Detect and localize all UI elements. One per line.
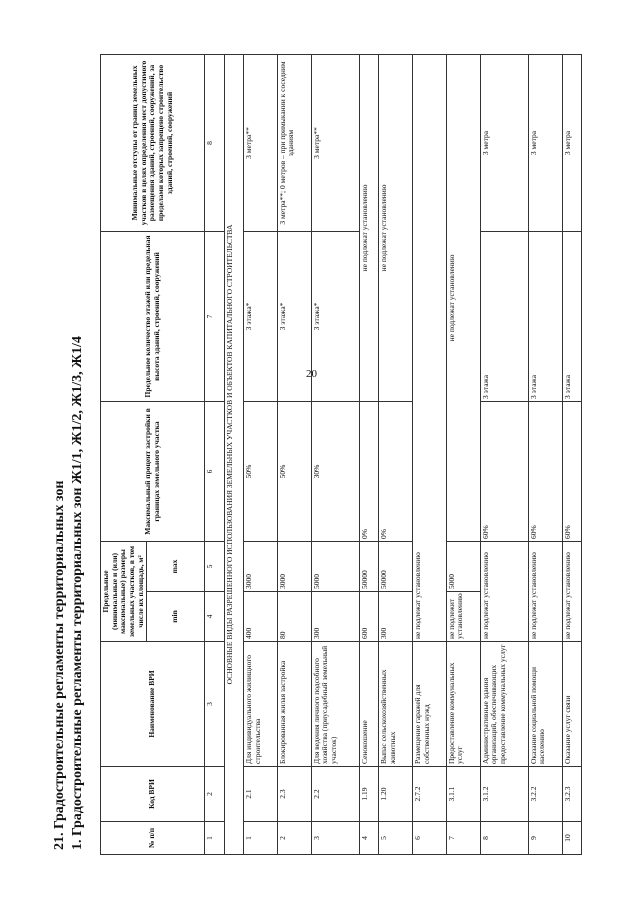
cell-floors: 3 этажа*	[277, 231, 311, 401]
document-heading: 21. Градостроительные регламенты территориальных зон	[52, 480, 67, 850]
table-row	[446, 54, 480, 854]
column-number: 5	[205, 541, 224, 591]
cell-code: 3.1.1	[446, 767, 480, 822]
header-floors: Предельное количество этажей или предельная высота зданий, строений, сооружений	[101, 231, 205, 401]
cell-percent: 50%	[277, 401, 311, 541]
cell-name: Предоставление коммунальных услуг	[446, 642, 480, 767]
document-subheading: 1. Градостроительные регламенты территориальных зон Ж1/1, Ж1/2, Ж1/3, Ж1/4	[70, 336, 85, 850]
page-number: 20	[306, 368, 317, 380]
cell-no: 3	[311, 822, 359, 855]
cell-max: 3000	[277, 541, 311, 591]
cell-no: 4	[359, 822, 378, 855]
regulations-table	[100, 55, 582, 855]
cell-code: 1.19	[359, 767, 378, 822]
header-size-group: Предельные (минимальные и (или) максимальные) размеры земельных участков, в том числе их площадь, м²	[101, 541, 147, 641]
cell-name: Размещение гаражей для собственных нужд	[412, 642, 446, 767]
cell-max: 3000	[243, 541, 277, 591]
cell-min: 300	[379, 592, 413, 642]
cell-percent: 60%	[562, 401, 581, 541]
cell-setback: 3 метра	[528, 54, 562, 231]
header-min: min	[147, 592, 205, 642]
table-row	[480, 54, 528, 854]
cell-setback: 3 метра**	[243, 54, 277, 231]
cell-percent: 0%	[359, 401, 378, 541]
column-number: 1	[205, 822, 224, 855]
header-percent: Максимальный процент застройки в границах земельного участка	[101, 401, 205, 541]
cell-setback: 3 метра	[480, 54, 528, 231]
cell-floors-setback: не подлежат установлению	[379, 54, 413, 401]
cell-code: 1.20	[379, 767, 413, 822]
cell-name: Для ведения личного подсобного хозяйства (приусадебный земельный участок)	[311, 642, 359, 767]
cell-setback: 3 метра	[562, 54, 581, 231]
cell-no: 5	[379, 822, 413, 855]
header-setback: Минимальные отступы от границ земельных участков в целях определения мест допустимого размещения зданий, строений, сооружений, за пределами которых запрещено строительство зданий, строений, сооружений	[101, 54, 205, 231]
table-row	[243, 54, 277, 854]
cell-max: 50000	[379, 541, 413, 591]
cell-max: 50000	[359, 541, 378, 591]
column-number: 3	[205, 642, 224, 767]
table-row	[379, 54, 413, 854]
header-no: № п/п	[101, 822, 205, 855]
cell-setback: 3 метра**	[311, 54, 359, 231]
cell-no: 1	[243, 822, 277, 855]
rotated-document	[50, 55, 590, 855]
column-number: 7	[205, 231, 224, 401]
column-number: 4	[205, 592, 224, 642]
cell-no: 7	[446, 822, 480, 855]
cell-code: 2.3	[277, 767, 311, 822]
cell-min: 600	[359, 592, 378, 642]
cell-merged: не подлежат установлению	[412, 54, 446, 641]
column-number: 6	[205, 401, 224, 541]
header-name: Наименование ВРИ	[101, 642, 205, 767]
cell-code: 3.2.3	[562, 767, 581, 822]
cell-min: 300	[311, 592, 359, 642]
cell-merged: не подлежат установлению	[446, 54, 480, 541]
cell-floors-setback: не подлежат установлению	[359, 54, 378, 401]
cell-name: Сенокошение	[359, 642, 378, 767]
cell-percent: 0%	[379, 401, 413, 541]
cell-percent: 60%	[528, 401, 562, 541]
column-number-row	[205, 54, 224, 854]
cell-no: 2	[277, 822, 311, 855]
cell-code: 2.1	[243, 767, 277, 822]
table-row	[562, 54, 581, 854]
cell-size: не подлежат установлению	[480, 541, 528, 641]
cell-min: 400	[243, 592, 277, 642]
cell-min: не подлежит установлению	[446, 592, 480, 642]
cell-setback: 3 метра**; 0 метров – при примыкании к соседним зданиям	[277, 54, 311, 231]
cell-min: 80	[277, 592, 311, 642]
cell-size: не подлежат установлению	[528, 541, 562, 641]
table-row	[277, 54, 311, 854]
cell-name: Оказание социальной помощи населению	[528, 642, 562, 767]
cell-name: Административные здания организаций, обеспечивающих предоставление коммунальных услуг	[480, 642, 528, 767]
cell-code: 2.7.2	[412, 767, 446, 822]
cell-percent: 60%	[480, 401, 528, 541]
cell-max: 5000	[446, 541, 480, 591]
cell-no: 8	[480, 822, 528, 855]
cell-name: Оказание услуг связи	[562, 642, 581, 767]
cell-no: 10	[562, 822, 581, 855]
cell-size: не подлежат установлению	[562, 541, 581, 641]
cell-floors: 3 этажа*	[311, 231, 359, 401]
table-row	[311, 54, 359, 854]
cell-floors: 3 этажа*	[243, 231, 277, 401]
table-row	[412, 54, 446, 854]
cell-floors: 3 этажа	[562, 231, 581, 401]
cell-code: 3.1.2	[480, 767, 528, 822]
cell-max: 5000	[311, 541, 359, 591]
cell-no: 9	[528, 822, 562, 855]
header-code: Код ВРИ	[101, 767, 205, 822]
cell-percent: 30%	[311, 401, 359, 541]
cell-floors: 3 этажа	[528, 231, 562, 401]
cell-code: 3.2.2	[528, 767, 562, 822]
table-row	[359, 54, 378, 854]
cell-name: Блокированная жилая застройка	[277, 642, 311, 767]
section-title: ОСНОВНЫЕ ВИДЫ РАЗРЕШЕННОГО ИСПОЛЬЗОВАНИЯ ЗЕМЕЛЬНЫХ УЧАСТКОВ И ОБЪЕКТОВ КАПИТАЛЬНОГО СТРОИТЕЛЬСТВА	[224, 54, 243, 854]
cell-name: Для индивидуального жилищного строительства	[243, 642, 277, 767]
cell-no: 6	[412, 822, 446, 855]
cell-floors: 3 этажа	[480, 231, 528, 401]
column-number: 2	[205, 767, 224, 822]
table-row	[528, 54, 562, 854]
cell-code: 2.2	[311, 767, 359, 822]
header-max: max	[147, 541, 205, 591]
cell-percent: 50%	[243, 401, 277, 541]
column-number: 8	[205, 54, 224, 231]
cell-name: Выпас сельскохозяйственных животных	[379, 642, 413, 767]
